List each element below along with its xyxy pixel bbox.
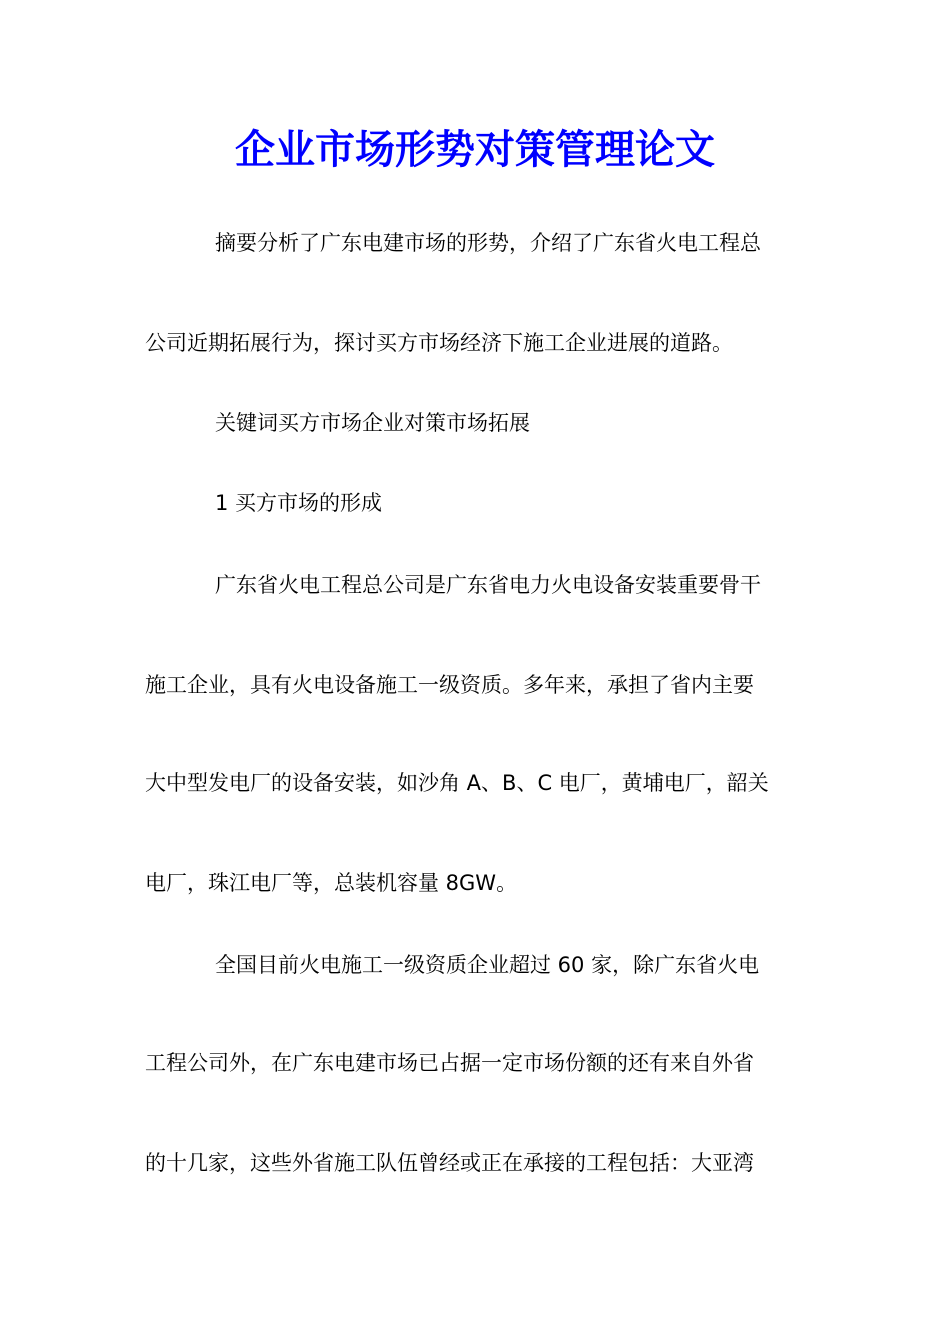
paragraph-2-line-2: 工程公司外，在广东电建市场已占据一定市场份额的还有来自外省 (145, 1051, 754, 1075)
paragraph-2-line-3: 的十几家，这些外省施工队伍曾经或正在承接的工程包括：大亚湾 (145, 1151, 754, 1175)
section-heading: 1 买方市场的形成 (215, 491, 383, 515)
paragraph-1-line-2: 施工企业，具有火电设备施工一级资质。多年来，承担了省内主要 (145, 673, 754, 697)
paragraph-1-line-1: 广东省火电工程总公司是广东省电力火电设备安装重要骨干 (215, 573, 761, 597)
paragraph-1-line-4: 电厂，珠江电厂等，总装机容量 8GW。 (145, 871, 518, 895)
document-title: 企业市场形势对策管理论文 (235, 126, 715, 173)
abstract-line-1: 摘要分析了广东电建市场的形势，介绍了广东省火电工程总 (215, 231, 761, 255)
paragraph-1-line-3: 大中型发电厂的设备安装，如沙角 A、B、C 电厂，黄埔电厂，韶关 (145, 771, 769, 795)
paragraph-2-line-1: 全国目前火电施工一级资质企业超过 60 家，除广东省火电 (215, 953, 760, 977)
abstract-line-2: 公司近期拓展行为，探讨买方市场经济下施工企业进展的道路。 (145, 331, 733, 355)
keywords-line: 关键词买方市场企业对策市场拓展 (215, 411, 530, 435)
